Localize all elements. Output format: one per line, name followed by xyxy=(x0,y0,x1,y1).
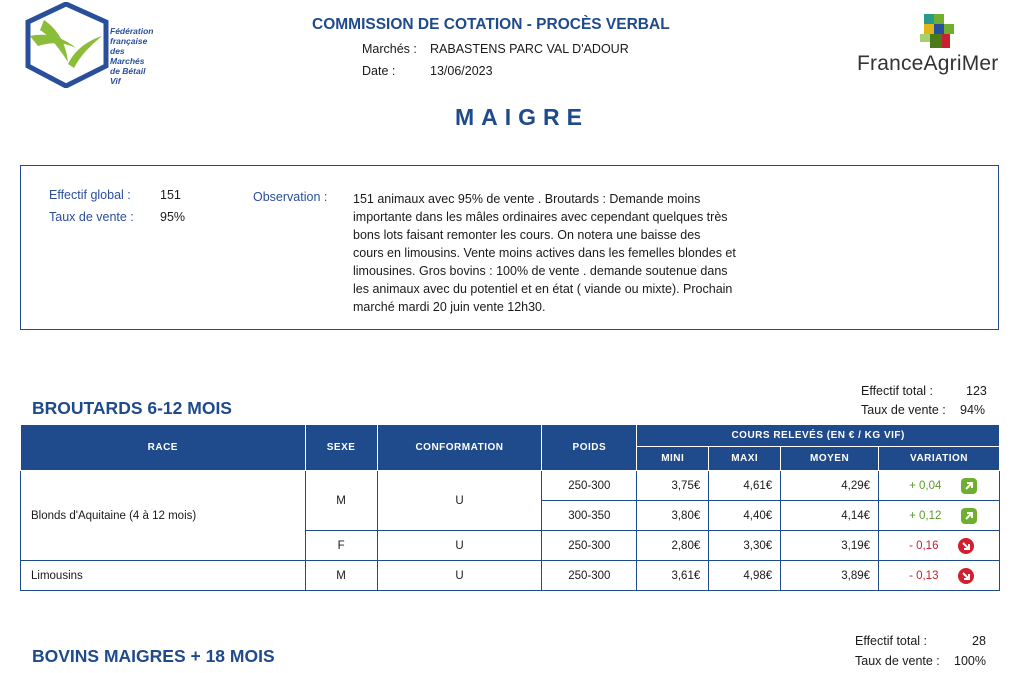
table-row xyxy=(21,471,1000,501)
franceagrimer-mosaic-icon xyxy=(856,14,1006,54)
conformation-cell: U xyxy=(377,531,542,561)
col-header-mini: MINI xyxy=(637,447,709,471)
observation-line: limousines. Gros bovins : 100% de vente . demande soutenue dans xyxy=(353,264,728,278)
variation-cell xyxy=(879,471,1000,501)
col-header-conformation: CONFORMATION xyxy=(377,425,542,471)
col-header-moyen: MOYEN xyxy=(781,447,879,471)
moyen-cell: 3,89€ xyxy=(781,561,879,591)
observation-line: 151 animaux avec 95% de vente . Broutards : Demande moins xyxy=(353,192,701,206)
sexe-cell: M xyxy=(305,471,377,531)
mini-cell: 3,61€ xyxy=(637,561,709,591)
bovins-title: BOVINS MAIGRES + 18 MOIS xyxy=(32,646,275,666)
conformation-cell: U xyxy=(377,561,542,591)
race-cell: Blonds d'Aquitaine (4 à 12 mois) xyxy=(21,471,306,561)
observation-line: bons lots faisant remonter les cours. On notera une baisse des xyxy=(353,228,701,242)
broutards-title: BROUTARDS 6-12 MOIS xyxy=(32,398,232,418)
broutards-taux-value: 94% xyxy=(960,403,986,417)
mini-cell: 2,80€ xyxy=(637,531,709,561)
variation-value: + 0,04 xyxy=(909,479,942,492)
bovins-taux-label: Taux de vente : xyxy=(855,654,940,668)
variation-cell xyxy=(879,531,1000,561)
broutards-effectif-value: 123 xyxy=(966,384,987,398)
poids-cell: 250-300 xyxy=(542,471,637,501)
ffmbv-logo xyxy=(24,2,154,88)
poids-cell: 250-300 xyxy=(542,561,637,591)
variation-value: + 0,12 xyxy=(909,509,942,522)
observation-line: les animaux avec du potentiel et en état ( viande ou mixte). Prochain xyxy=(353,282,733,296)
race-cell: Limousins xyxy=(21,561,306,591)
broutards-taux-label: Taux de vente : xyxy=(861,403,946,417)
variation-cell xyxy=(879,501,1000,531)
col-header-variation: VARIATION xyxy=(879,447,1000,471)
moyen-cell: 4,14€ xyxy=(781,501,879,531)
maxi-cell: 4,98€ xyxy=(709,561,781,591)
trend-up-icon xyxy=(961,478,977,494)
variation-value: - 0,16 xyxy=(909,539,939,552)
market-value: RABASTENS PARC VAL D'ADOUR xyxy=(430,42,629,56)
col-header-poids: POIDS xyxy=(542,425,637,471)
mini-cell: 3,80€ xyxy=(637,501,709,531)
maxi-cell: 4,40€ xyxy=(709,501,781,531)
col-header-cours: COURS RELEVÉS (EN € / KG VIF) xyxy=(637,425,1000,447)
ffmbv-logo-text xyxy=(110,26,154,86)
poids-cell: 300-350 xyxy=(542,501,637,531)
ffmbv-line-2: française xyxy=(110,36,148,46)
variation-cell xyxy=(879,561,1000,591)
maxi-cell: 3,30€ xyxy=(709,531,781,561)
ffmbv-line-3: des Marchés xyxy=(110,46,145,66)
mini-cell: 3,75€ xyxy=(637,471,709,501)
broutards-effectif-label: Effectif total : xyxy=(861,384,934,398)
date-value: 13/06/2023 xyxy=(430,64,493,78)
maxi-cell: 4,61€ xyxy=(709,471,781,501)
trend-down-icon xyxy=(958,568,974,584)
taux-vente-value: 95% xyxy=(160,210,186,224)
broutards-cotation-table xyxy=(20,424,1000,591)
effectif-global-value: 151 xyxy=(160,188,181,202)
bovins-effectif-value: 28 xyxy=(972,634,986,648)
observation-line: importante dans les mâles ordinaires avec cependant quelques très xyxy=(353,210,728,224)
bovins-taux-value: 100% xyxy=(954,654,986,668)
col-header-maxi: MAXI xyxy=(709,447,781,471)
observation-line: cours en limousins. Vente moins actives dans les femelles blondes et xyxy=(353,246,736,260)
table-row xyxy=(21,561,1000,591)
date-label: Date : xyxy=(362,64,396,78)
ffmbv-line-4: de Bétail Vif xyxy=(110,66,146,86)
conformation-cell: U xyxy=(377,471,542,531)
sexe-cell: M xyxy=(305,561,377,591)
document-title: COMMISSION DE COTATION - PROCÈS VERBAL xyxy=(312,16,670,33)
variation-value: - 0,13 xyxy=(909,569,939,582)
trend-up-icon xyxy=(961,508,977,524)
col-header-race: RACE xyxy=(21,425,306,471)
franceagrimer-name: FranceAgriMer xyxy=(857,52,999,75)
sexe-cell: F xyxy=(305,531,377,561)
trend-down-icon xyxy=(958,538,974,554)
moyen-cell: 4,29€ xyxy=(781,471,879,501)
observation-box xyxy=(20,165,999,330)
ffmbv-line-1: Fédération xyxy=(110,26,154,36)
market-label: Marchés : xyxy=(362,42,417,56)
moyen-cell: 3,19€ xyxy=(781,531,879,561)
section-title-maigre: MAIGRE xyxy=(455,104,589,130)
observation-label: Observation : xyxy=(253,190,328,204)
col-header-sexe: SEXE xyxy=(305,425,377,471)
taux-vente-label: Taux de vente : xyxy=(49,210,134,224)
bovins-effectif-label: Effectif total : xyxy=(855,634,928,648)
observation-text xyxy=(353,190,793,316)
observation-line: marché mardi 20 juin vente 12h30. xyxy=(353,300,546,314)
poids-cell: 250-300 xyxy=(542,531,637,561)
effectif-global-label: Effectif global : xyxy=(49,188,131,202)
